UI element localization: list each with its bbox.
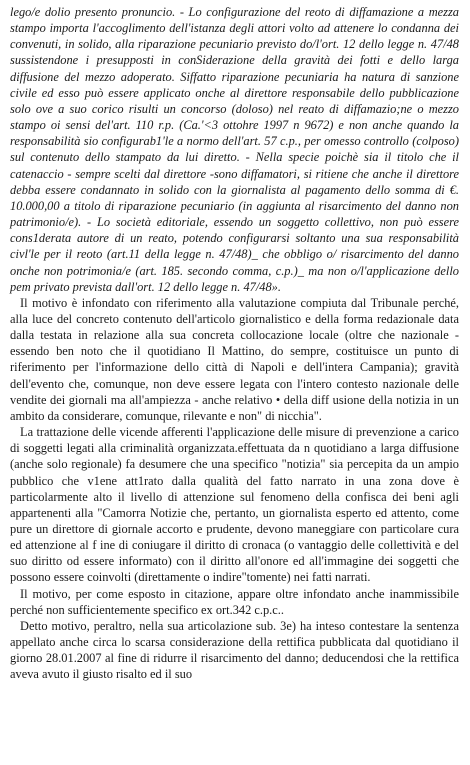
paragraph-1: Il motivo è infondato con riferimento alla valutazione compiuta dal Tribunale perché, alla luce del concreto contenuto dell'articolo giornalistico e della forma redazionale data dalla testata in relazione alla sua concreta collocazione locale (oltre che nazionale - essendo ben noto che il quotidiano Il Mattino, do sempre, costituisce un punto di riferimento per l'informazione dello città di Napoli e dell'intera Campania); gravità dell'evento che, comunque, non deve essere legata con l'intero contesto nazionale delle vendite dei giornali ma all'ampiezza - anche relativo • della diff usione della notizia in un ambito da considerare, comunque, rilevante e non" di nicchia". xyxy=(10,295,459,423)
quoted-paragraph: lego/e dolio presento pronuncio. - Lo configurazione del reoto di diffamazione a mezza stampo importa l'accoglimento dell'istanza degli attori volto ad attenere lo condanna dei convenuti, in solido, alla riparazione pecuniario previsto do/l'ort. 12 dello legge n. 47/48 sussistendone i presupposti in conSiderazione della gravità dei fotti e dello larga diffusione del mezzo adoperato. Siffatto riparazione pecuniaria ha natura di sanzione civile ed esso può essere applicato onche al direttore responsabile dello pubblicazione solo ove a suo corico risulti un concorso (doloso) nel reato di diffamazio;ne o mezzo stampo oi sensi del'art. 110 r.p. (Ca.'<3 ottohre 1997 n 9672) e non anche quando la responsabilità sio configurab1'le a normo dell'art. 57 c.p., per omesso controllo (colposo) sul contenuto dello stampato da lui diretto. - Nella specie poichè sia il titolo che il catenaccio - sempre scelti dal direttore -sono diffamatori, si ritiene che anche il direttore debba essere condannato in solido con la giornalista al pagamento dello somma di €. 10.000,00 a titolo di riparazione pecuniario (in aggiunta al risarcimento del danno non patrimonio/e). - Lo società editoriale, essendo un soggetto collettivo, non può essere cons1derata autore di un reato, potendo configurarsi soltanto una sua responsabilità civl'le per il reoto (art.11 della legge n. 47/48)_ che obbligo o/ risarcimento del danno onche non potrimonia/e (art. 185. secondo comma, c.p.)_ ma non o/l'applicazione dello pem privato prevista dall'ort. 12 dello legge n. 47/48». xyxy=(10,5,459,294)
paragraph-2: La trattazione delle vicende afferenti l'applicazione delle misure di prevenzione a carico di soggetti legati alla criminalità organizzata.effettuata da n quotidiano a larga diffusione (anche solo regionale) fa desumere che una specifico "notizia" sia percepita da un ampio pubblico che v1ene att1rato dalla qualità del fatto narrato in una zona dove è particolarmente alto il livello di attenzione sul fenomeno della confisca dei beni agli appartenenti alla "Camorra Notizie che, pertanto, un giornalista esperto ed attento, come pure un direttore di giornale accorto e prudente, devono maneggiare con particolare cura ed attenzione al f ine di coniugare il diritto di cronaca (o vantaggio delle collettività e del suo diritto od essere informato) con il diritto all'onore ed all'immagine dei soggetti che possono essere coinvolti (direttamente o indire"tomente) nei fatti narrati. xyxy=(10,425,459,585)
document-body xyxy=(10,295,459,683)
paragraph-3: Il motivo, per come esposto in citazione, appare oltre infondato anche inammissibile perché non sufficientemente specifico ex ort.342 c.p.c.. xyxy=(10,586,459,617)
paragraph-4: Detto motivo, peraltro, nella sua articolazione sub. 3e) ha inteso contestare la sentenza appellato anche circa lo scarsa considerazione della rettifica pubblicata dal quotidiano il giorno 28.01.2007 al fine di ridurre il risarcimento del danno; deducendosi che la rettifica aveva avuto il giusto risalto ed il suo xyxy=(10,618,459,682)
quoted-ruling xyxy=(10,4,459,295)
